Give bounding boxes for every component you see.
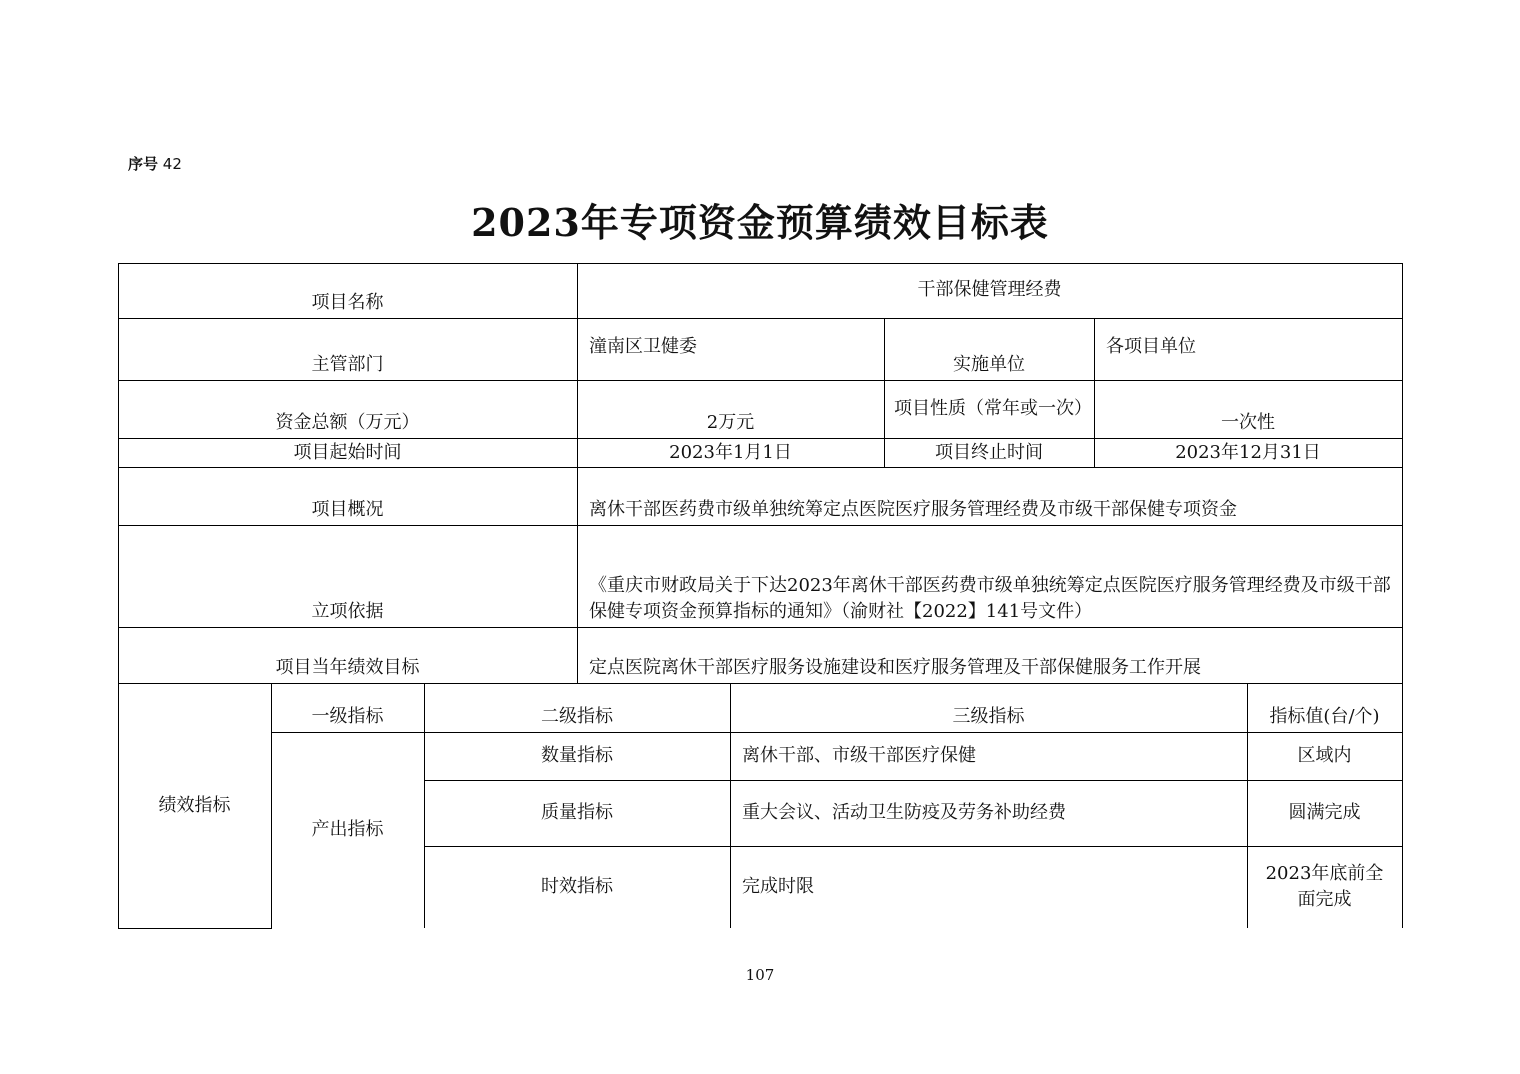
nature-value: 一次性 bbox=[1221, 412, 1275, 433]
document-title: 2023年专项资金预算绩效目标表 bbox=[471, 200, 1049, 245]
row-quantity-level2: 数量指标 bbox=[541, 745, 613, 766]
end-value: 2023年12月31日 bbox=[1175, 441, 1321, 463]
col-level2-header: 二级指标 bbox=[541, 706, 613, 727]
col-level3-header: 三级指标 bbox=[952, 706, 1025, 727]
overview-value: 离休干部医药费市级单独统筹定点医院医疗服务管理经费及市级干部保健专项资金 bbox=[589, 499, 1237, 520]
col-level1-header: 一级指标 bbox=[311, 706, 384, 727]
sequence-number bbox=[128, 153, 182, 174]
project-name-value: 干部保健管理经费 bbox=[917, 279, 1062, 300]
dept-value: 潼南区卫健委 bbox=[589, 336, 697, 357]
end-label: 项目终止时间 bbox=[935, 441, 1043, 463]
row-quality-level3: 重大会议、活动卫生防疫及劳务补助经费 bbox=[742, 802, 1066, 823]
row-quality-value: 圆满完成 bbox=[1288, 802, 1361, 823]
start-value: 2023年1月1日 bbox=[669, 441, 792, 463]
output-label: 产出指标 bbox=[311, 819, 384, 840]
goal-label: 项目当年绩效目标 bbox=[275, 657, 420, 678]
row-quantity-value: 区域内 bbox=[1297, 745, 1352, 766]
col-value-header: 指标值(台/个) bbox=[1269, 706, 1380, 727]
basis-label: 立项依据 bbox=[311, 601, 384, 622]
basis-value: 《重庆市财政局关于下达2023年离休干部医药费市级单独统筹定点医院医疗服务管理经费及市级干部保健专项资金预算指标的通知》（渝财社【2022】141号文件） bbox=[589, 575, 1391, 622]
row-timeliness-value: 2023年底前全面完成 bbox=[1265, 863, 1384, 910]
project-name-label: 项目名称 bbox=[311, 292, 384, 313]
overview-label: 项目概况 bbox=[311, 499, 384, 520]
funds-label: 资金总额（万元） bbox=[275, 412, 420, 433]
sequence-label: 序号 bbox=[128, 155, 159, 173]
row-timeliness-level2: 时效指标 bbox=[541, 876, 613, 897]
goal-value: 定点医院离休干部医疗服务设施建设和医疗服务管理及干部保健服务工作开展 bbox=[589, 657, 1201, 678]
impl-label: 实施单位 bbox=[953, 354, 1025, 375]
sequence-value: 42 bbox=[162, 155, 182, 173]
nature-label: 项目性质（常年或一次） bbox=[894, 398, 1092, 419]
impl-value: 各项目单位 bbox=[1106, 336, 1196, 357]
perf-label: 绩效指标 bbox=[158, 794, 231, 816]
page-number: 107 bbox=[745, 966, 775, 984]
row-quality-level2: 质量指标 bbox=[541, 802, 613, 823]
row-quantity-level3: 离休干部、市级干部医疗保健 bbox=[742, 745, 976, 766]
dept-label: 主管部门 bbox=[311, 354, 384, 375]
start-label: 项目起始时间 bbox=[293, 441, 402, 463]
funds-value: 2万元 bbox=[706, 412, 755, 433]
row-timeliness-level3: 完成时限 bbox=[742, 876, 814, 897]
